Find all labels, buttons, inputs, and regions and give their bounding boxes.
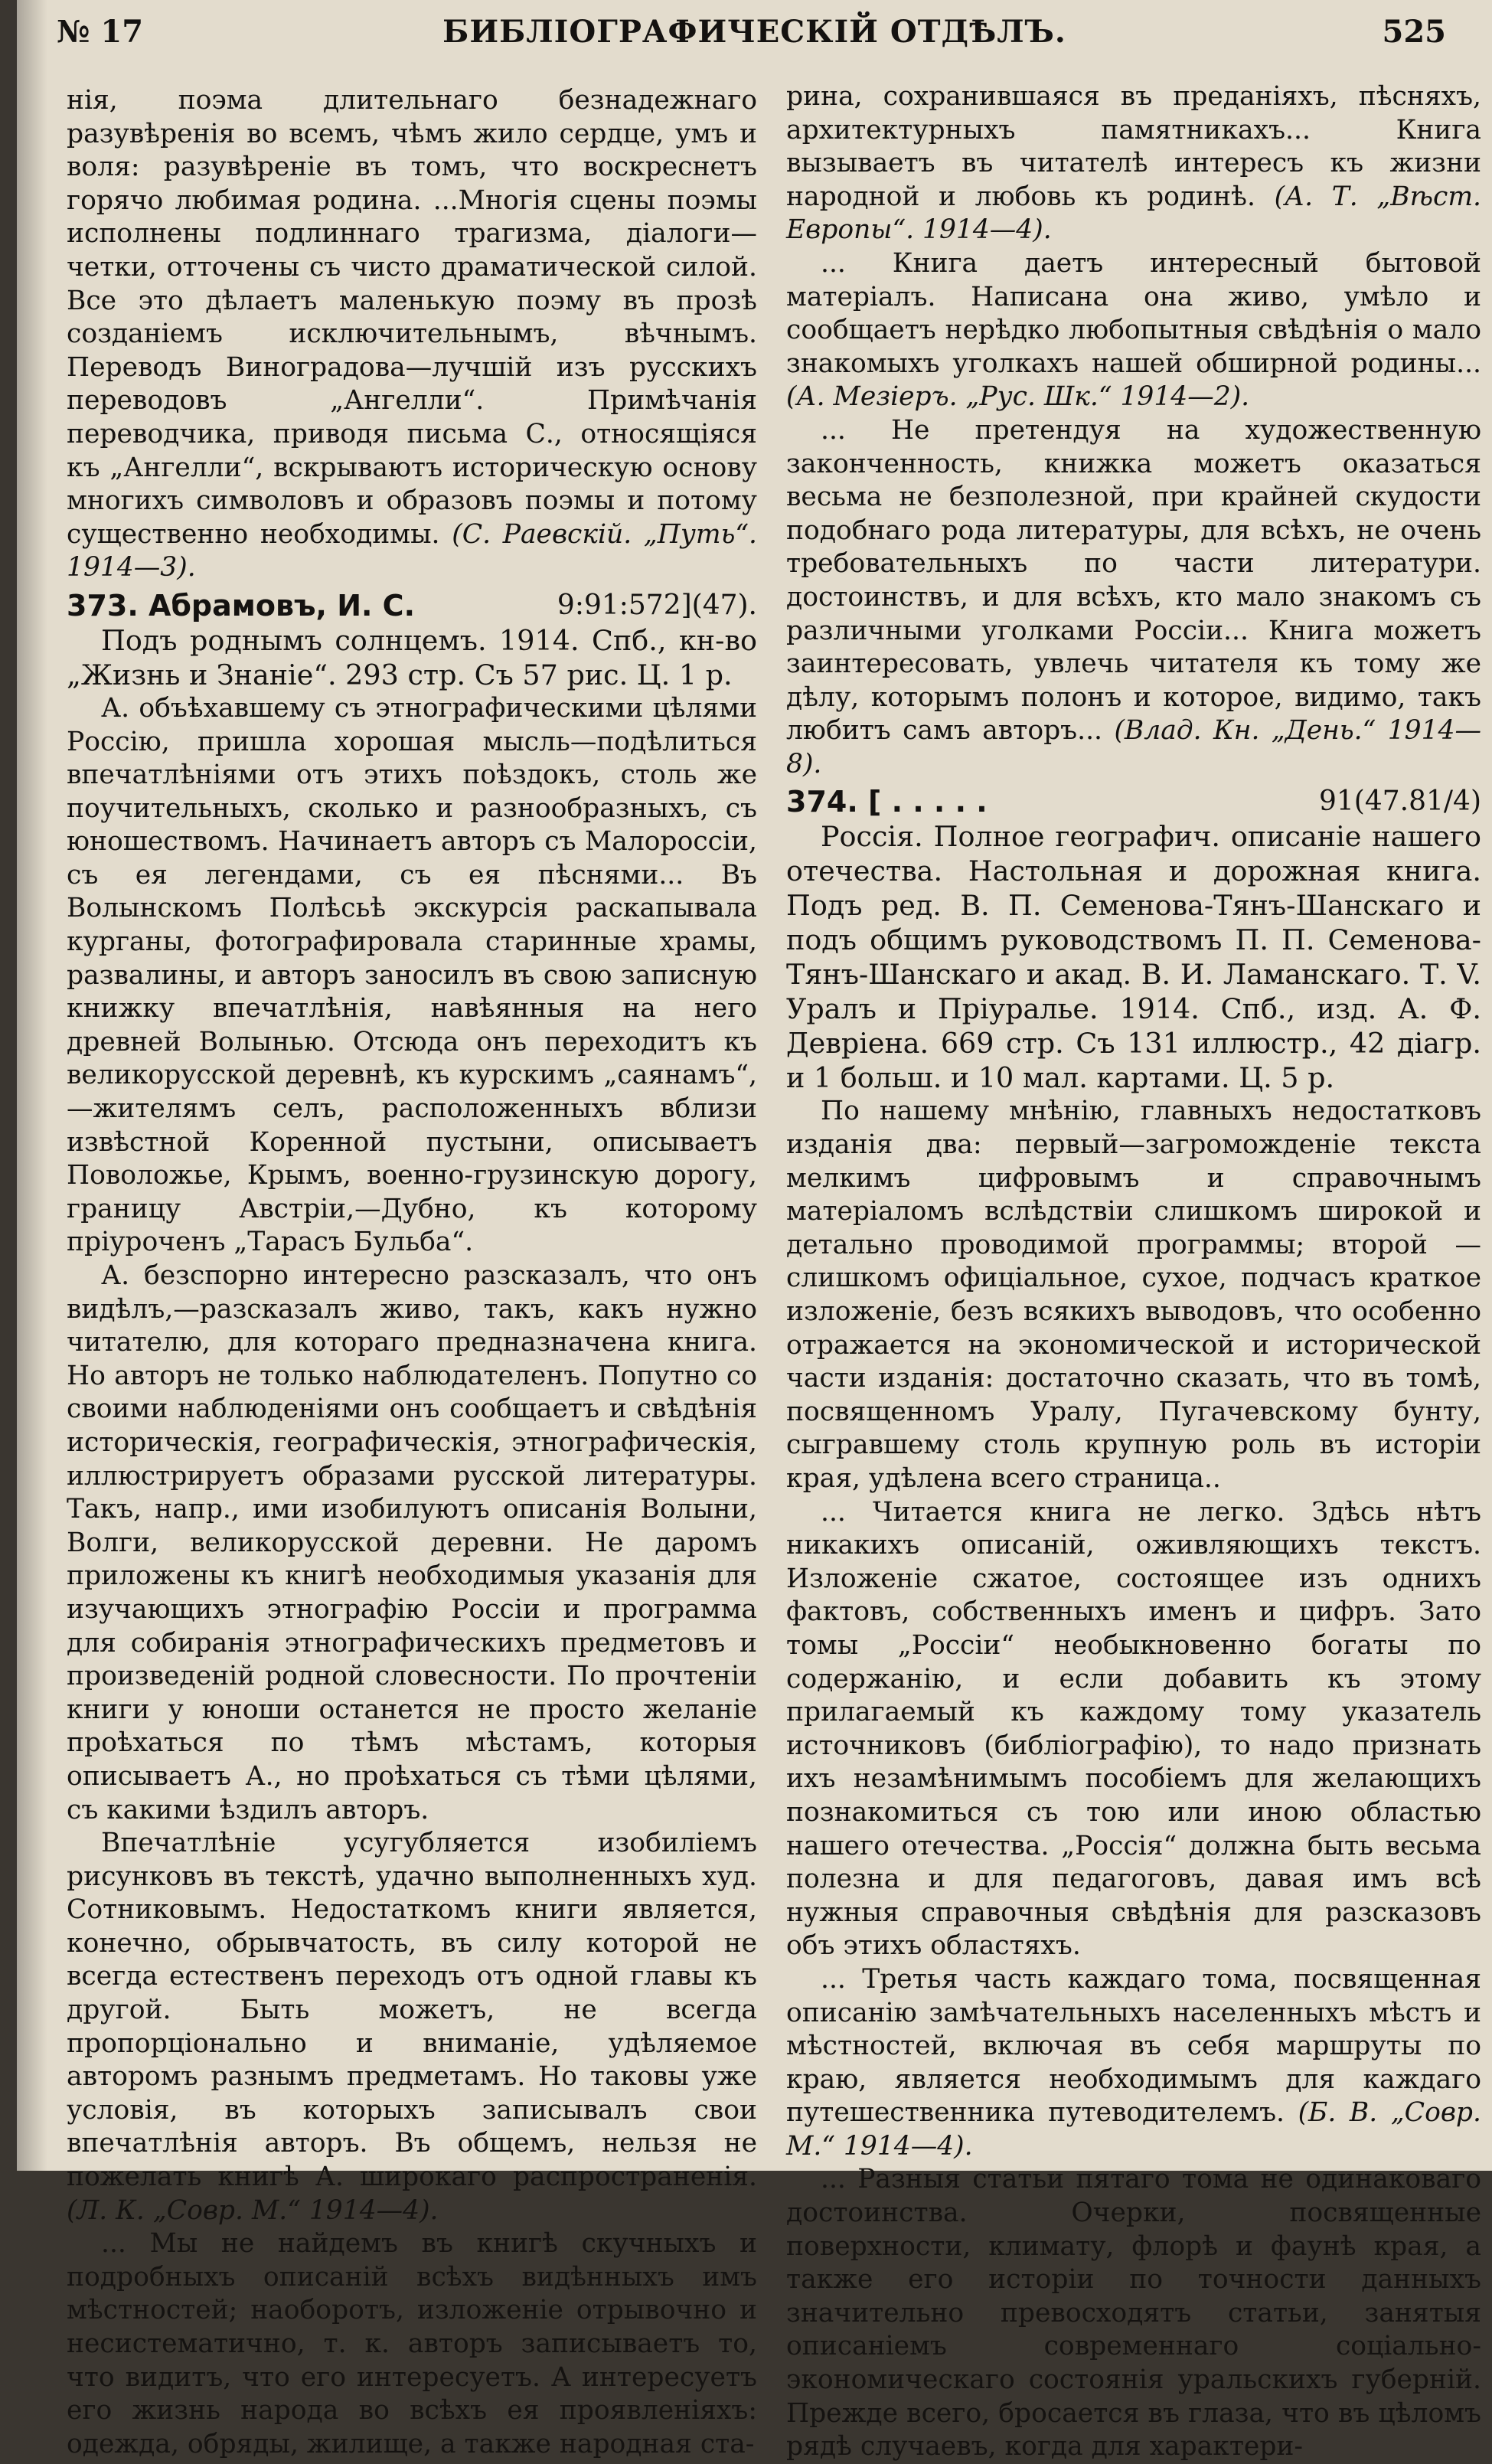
- review-paragraph: [786, 1963, 1481, 2164]
- page-number: 525: [1382, 14, 1446, 50]
- review-paragraph: А. объѣхавшему съ этнографическими цѣлями Россію, пришла хорошая мысль—подѣлиться впечатлѣніями отъ этихъ поѣздокъ, столь же поучительныхъ, сколько и разнообразныхъ, съ юношествомъ. Начинаетъ авторъ съ Малороссіи, съ ея легендами, съ ея пѣснями... Въ Волынскомъ Полѣсьѣ экскурсія раскапывала курганы, фотографировала старинные храмы, развалины, и авторъ заносилъ въ свою записную книжку впечатлѣнія, навѣянныя на него древней Волынью. Отсюда онъ переходитъ къ великорусской деревнѣ, къ курскимъ „саянамъ“,—жителямъ селъ, расположенныхъ вблизи извѣстной Коренной пустыни, описываетъ Поволожье, Крымъ, военно-грузинскую дорогу, границу Австріи,—Дубно, къ которому пріуроченъ „Тарасъ Бульба“.: [67, 692, 757, 1258]
- paragraph-text: ... Третья часть каждаго тома, посвященная описанію замѣчательныхъ населенныхъ мѣстъ и мѣстностей, включая въ себя маршруты по краю, является необходимымъ для каждаго путешественника путеводителемъ.: [786, 1963, 1481, 2129]
- review-paragraph: ... Читается книга не легко. Здѣсь нѣтъ никакихъ описаній, оживляющихъ текстъ. Изложеніе сжатое, состоящее изъ однихъ фактовъ, собственныхъ именъ и цифръ. Зато томы „Россіи“ необыкновенно богаты по содержанію, и если добавить къ этому прилагаемый къ каждому тому указатель источниковъ (библіографію), то надо признать ихъ незамѣнимымъ пособіемъ для желающихъ познакомиться съ тою или иною областью нашего отечества. „Россія“ должна быть весьма полезна и для педагоговъ, давая имъ всѣ нужныя справочныя свѣдѣнія для разсказовъ объ этихъ областяхъ.: [786, 1496, 1481, 1962]
- issue-number: № 17: [57, 14, 144, 50]
- review-source: (А. Т. „Вѣст. Европы“. 1914—4).: [786, 181, 1482, 246]
- continued-review-text: [786, 80, 1481, 247]
- right-column: [786, 80, 1481, 2464]
- paragraph-text: нія, поэма длительнаго безнадежнаго разувѣренія во всемъ, чѣмъ жило сердце, умъ и воля: разувѣреніе въ томъ, что воскреснетъ горячо любимая родина. ...Многія сцены поэмы исполнены подлиннаго трагизма, діалоги—четки, отточены съ чисто драматической силой. Все это дѣлаетъ маленькую поэму въ прозѣ созданіемъ исключительнымъ, вѣчнымъ. Переводъ Виноградова—лучшій изъ русскихъ переводовъ „Ангелли“. Примѣчанія переводчика, приводя письма С., относящіяся къ „Ангелли“, вскрываютъ историческую основу многихъ символовъ и образовъ поэмы и потому существенно необходимы.: [67, 85, 757, 550]
- paragraph-text: ... Не претендуя на художественную законченность, книжка можетъ оказаться весьма не безполезной, при крайней скудости подобнаго рода литературы, для всѣхъ, не очень требовательныхъ по части литератури. достоинствъ, и для всѣхъ, кто мало знакомъ съ различными уголками Россіи... Книга можетъ заинтересовать, увлечь читателя къ тому же дѣлу, которымъ полонъ и которое, видимо, такъ любитъ самъ авторъ...: [786, 414, 1481, 747]
- review-source: (С. Раевскій. „Путь“. 1914—3).: [67, 518, 757, 583]
- review-source: (А. Мезіеръ. „Рус. Шк.“ 1914—2).: [786, 381, 1250, 413]
- review-paragraph: ... Разныя статьи пятаго тома не одинаковаго достоинства. Очерки, посвященные поверхности, климату, флорѣ и фаунѣ края, а также его исторіи по точности данныхъ значительно превосходятъ статьи, занятыя описаніемъ современнаго соціально-экономическаго состоянія уральскихъ губерній. Прежде всего, бросается въ глаза, что въ цѣломъ рядѣ случаевъ, когда для характери-: [786, 2164, 1481, 2462]
- entry-classification: 91(47.81/4): [1319, 786, 1481, 818]
- review-source: (Л. К. „Совр. М.“ 1914—4).: [67, 2194, 439, 2226]
- paragraph-text: Впечатлѣніе усугубляется изобиліемъ рисунковъ въ текстѣ, удачно выполненныхъ худ. Сотниковымъ. Недостаткомъ книги является, конечно, обрывчатость, въ силу которой не всегда естественъ переходъ отъ одной главы къ другой. Быть можетъ, не всегда пропорціонально и вниманіе, удѣляемое авторомъ разнымъ предметамъ. Но таковы уже условія, въ которыхъ записывалъ свои впечатлѣнія авторъ. Въ общемъ, нельзя не пожелать книгѣ А. широкаго распространенія.: [67, 1828, 757, 2193]
- entry-373-header: [67, 588, 757, 623]
- review-paragraph: ... Мы не найдемъ въ книгѣ скучныхъ и подробныхъ описаній всѣхъ видѣнныхъ имъ мѣстностей; наоборотъ, изложеніе отрывочно и несистематично, т. к. авторъ записываетъ то, что видитъ, что его интересуетъ. А интересуетъ его жизнь народа во всѣхъ ея проявленіяхъ: одежда, обряды, жилище, а также народная ста-: [67, 2228, 757, 2459]
- entry-373-title: Подъ роднымъ солнцемъ. 1914. Спб., кн-во „Жизнь и Знаніе“. 293 стр. Съ 57 рис. Ц. 1 р.: [67, 623, 757, 691]
- entry-374-title: Россія. Полное географич. описаніе нашего отечества. Настольная и дорожная книга. Подъ ред. В. П. Семенова-Тянъ-Шанскаго и подъ общимъ руководствомъ П. П. Семенова-Тянъ-Шанскаго и акад. В. И. Ламанскаго. Т. V. Уралъ и Пріуралье. 1914. Спб., изд. А. Ф. Девріена. 669 стр. Съ 131 иллюстр., 42 діагр. и 1 больш. и 10 мал. картами. Ц. 5 р.: [786, 820, 1481, 1095]
- review-paragraph: [786, 414, 1481, 782]
- review-source: (Влад. Кн. „День.“ 1914—8).: [786, 715, 1481, 779]
- page-header: [17, 14, 1492, 60]
- binding-shadow: [17, 0, 47, 2171]
- entry-classification: 9:91:572](47).: [557, 589, 757, 621]
- review-paragraph: [67, 1827, 757, 2227]
- entry-author: 374. [ . . . . .: [786, 785, 988, 819]
- journal-page: [17, 0, 1492, 2462]
- section-title: БИБЛІОГРАФИЧЕСКІЙ ОТДѢЛЪ.: [442, 14, 1066, 50]
- review-paragraph: По нашему мнѣнію, главныхъ недостатковъ изданія два: первый—загроможденіе текста мелкимъ цифровымъ и справочнымъ матеріаломъ вслѣдствіи слишкомъ широкой и детально проводимой программы; второй — слишкомъ офиціальное, сухое, подчасъ краткое изложеніе, безъ всякихъ выводовъ, что особенно отражается на экономической и исторической части изданія: достаточно сказать, что въ томѣ, посвященномъ Уралу, Пугачевскому бунту, сыгравшему столь крупную роль въ исторіи края, удѣлена всего страница..: [786, 1096, 1481, 1494]
- paragraph-text: ... Книга даетъ интересный бытовой матеріалъ. Написана она живо, умѣло и сообщаетъ нерѣдко любопытныя свѣдѣнія о мало знакомыхъ уголкахъ нашей обширной родины...: [786, 247, 1481, 379]
- entry-374-header: [786, 784, 1481, 819]
- entry-author: 373. Абрамовъ, И. С.: [67, 588, 415, 623]
- paragraph-text: рина, сохранившаяся въ преданіяхъ, пѣсняхъ, архитектурныхъ памятникахъ... Книга вызываетъ въ читателѣ интересъ къ жизни народной и любовь къ родинѣ.: [786, 81, 1481, 212]
- left-column: [67, 84, 757, 2461]
- review-source: (Б. В. „Совр. М.“ 1914—4).: [786, 2097, 1481, 2162]
- review-paragraph: А. безспорно интересно разсказалъ, что онъ видѣлъ,—разсказалъ живо, такъ, какъ нужно читателю, для котораго предназначена книга. Но авторъ не только наблюдателенъ. Попутно со своими наблюденіями онъ сообщаетъ и свѣдѣнія историческія, географическія, этнографическія, иллюстрируетъ образами русской литературы. Такъ, напр., ими изобилуютъ описанія Волыни, Волги, великорусской деревни. Не даромъ приложены къ книгѣ необходимыя указанія для изучающихъ этнографію Россіи и программа для собиранія этнографическихъ предметовъ и произведеній родной словесности. По прочтеніи книги у юноши останется не просто желаніе проѣхаться по тѣмъ мѣстамъ, которыя описываетъ А., но проѣхаться съ тѣми цѣлями, съ какими ѣздилъ авторъ.: [67, 1260, 757, 1825]
- review-paragraph: [786, 247, 1481, 414]
- continued-review-text: [67, 84, 757, 585]
